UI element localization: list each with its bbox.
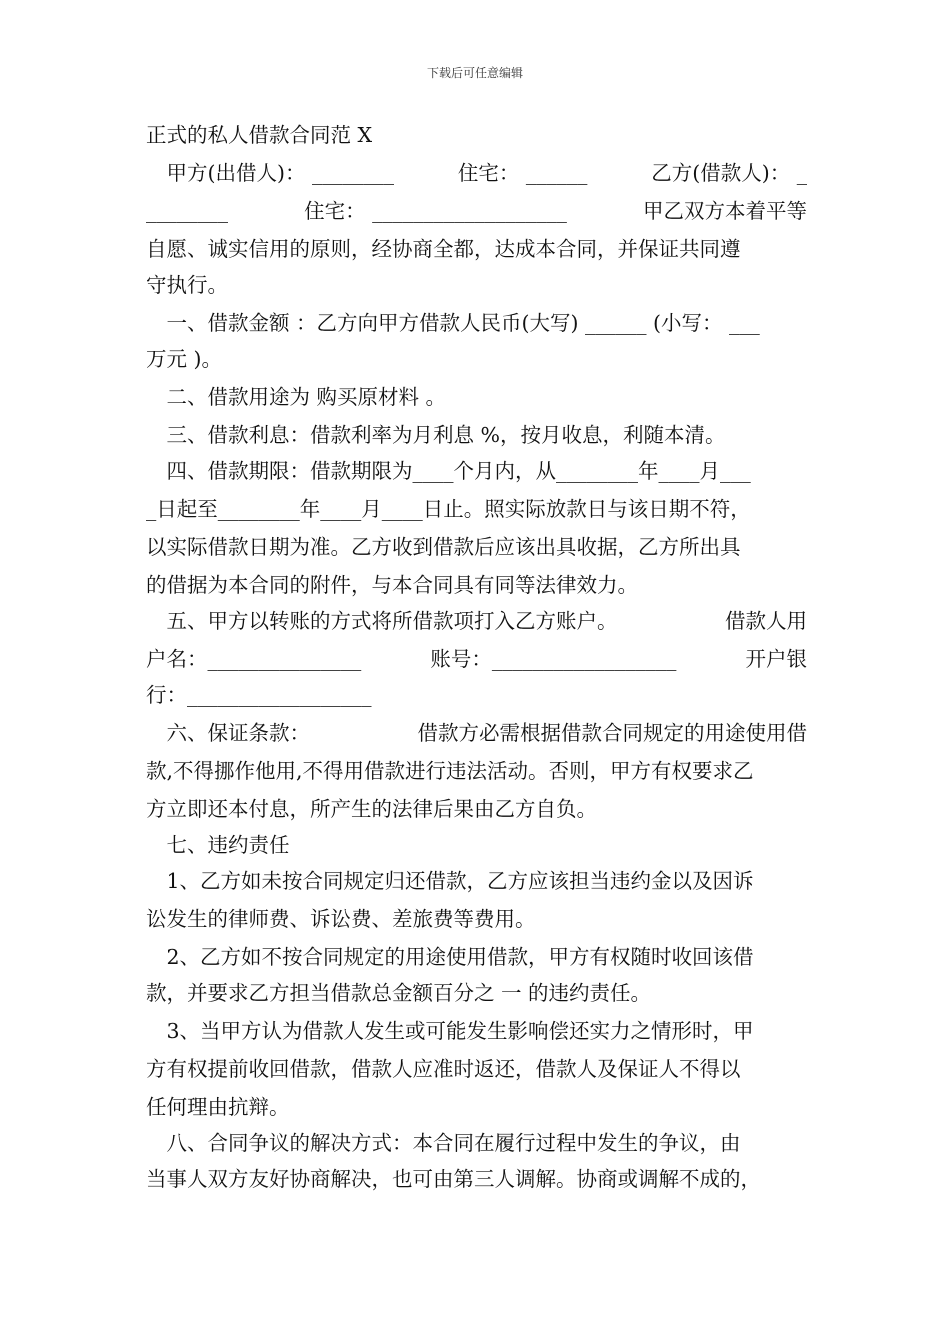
text-segment: 甲方(出借人)： ________ [146,161,395,185]
text-segment: 四、借款期限：借款期限为____个月内，从________年____月___ [146,459,751,483]
text-line [146,496,751,522]
text-segment: 万元 )。 [146,347,223,371]
text-segment: 任何理由抗辩。 [146,1095,290,1119]
text-line [146,608,807,634]
text-line [146,682,372,708]
text-line [146,758,754,784]
text-segment: 讼发生的律师费、诉讼费、差旅费等费用。 [146,907,536,931]
text-line [146,1056,741,1082]
text-segment: 2、乙方如不按合同规定的用途使用借款，甲方有权随时收回该借 [146,945,754,969]
text-segment: 款,不得挪作他用,不得用借款进行违法活动。否则，甲方有权要求乙 [146,759,754,783]
text-line [146,646,807,672]
text-line [146,868,754,894]
text-segment: 五、甲方以转账的方式将所借款项打入乙方账户。 [146,609,618,633]
text-line [146,534,741,560]
text-segment: 六、保证条款： [146,721,310,745]
text-segment: 方有权提前收回借款，借款人应准时返还，借款人及保证人不得以 [146,1057,741,1081]
text-segment: 借款人用 [725,609,807,633]
text-segment: 借款方必需根据借款合同规定的用途使用借 [417,721,807,745]
text-line [146,198,807,224]
text-segment: 自愿、诚实信用的原则，经协商全都，达成本合同，并保证共同遵 [146,237,741,261]
text-line [146,422,726,448]
text-line [146,1130,741,1156]
text-segment: 三、借款利息：借款利率为月利息 %，按月收息，利随本清。 [146,423,726,447]
text-segment: 开户银 [745,647,807,671]
text-segment: 户名：_______________ [146,647,362,671]
text-segment: 甲乙双方本着平等 [643,199,807,223]
text-line [146,1166,761,1192]
text-segment: 行：__________________ [146,683,372,707]
text-segment: 二、借款用途为 购买原材料 。 [146,385,447,409]
document-title [146,122,372,148]
text-line [146,832,290,858]
text-segment: ________ [146,199,228,223]
text-segment: 以实际借款日期为准。乙方收到借款后应该出具收据，乙方所出具 [146,535,741,559]
text-segment: 七、违约责任 [146,833,290,857]
text-segment: 账号：__________________ [430,647,677,671]
text-line [146,236,741,262]
text-line [146,906,536,932]
text-segment: 八、合同争议的解决方式：本合同在履行过程中发生的争议，由 [146,1131,741,1155]
text-line [146,1094,290,1120]
page-header-note: 下载后可任意编辑 [426,66,523,80]
text-segment: 一、借款金额 ：乙方向甲方借款人民币(大写) ______ (小写： ___ [146,311,760,335]
text-segment: 正式的私人借款合同范 X [146,123,373,147]
text-line [146,272,228,298]
text-line [146,346,222,372]
text-line [146,720,807,746]
text-line [146,572,638,598]
text-segment: 3、当甲方认为借款人发生或可能发生影响偿还实力之情形时，甲 [146,1019,754,1043]
text-segment: 守执行。 [146,273,228,297]
text-line [146,944,754,970]
text-line [146,458,751,484]
text-segment: 方立即还本付息，所产生的法律后果由乙方自负。 [146,797,597,821]
text-line [146,1018,754,1044]
text-segment: 住宅： ______ [457,161,588,185]
text-line [146,310,760,336]
text-line [146,160,807,186]
text-segment: 住宅： ___________________ [304,199,567,223]
text-segment: _日起至________年____月____日止。照实际放款日与该日期不符， [146,497,751,521]
text-segment: 款，并要求乙方担当借款总金额百分之 一 的违约责任。 [146,981,652,1005]
text-segment: 当事人双方友好协商解决，也可由第三人调解。协商或调解不成的， [146,1167,761,1191]
text-segment: 的借据为本合同的附件，与本合同具有同等法律效力。 [146,573,638,597]
text-line [146,384,446,410]
text-segment: 乙方(借款人)： _ [651,161,807,185]
text-line [146,980,651,1006]
text-segment: 1、乙方如未按合同规定归还借款，乙方应该担当违约金以及因诉 [146,869,754,893]
text-line [146,796,597,822]
